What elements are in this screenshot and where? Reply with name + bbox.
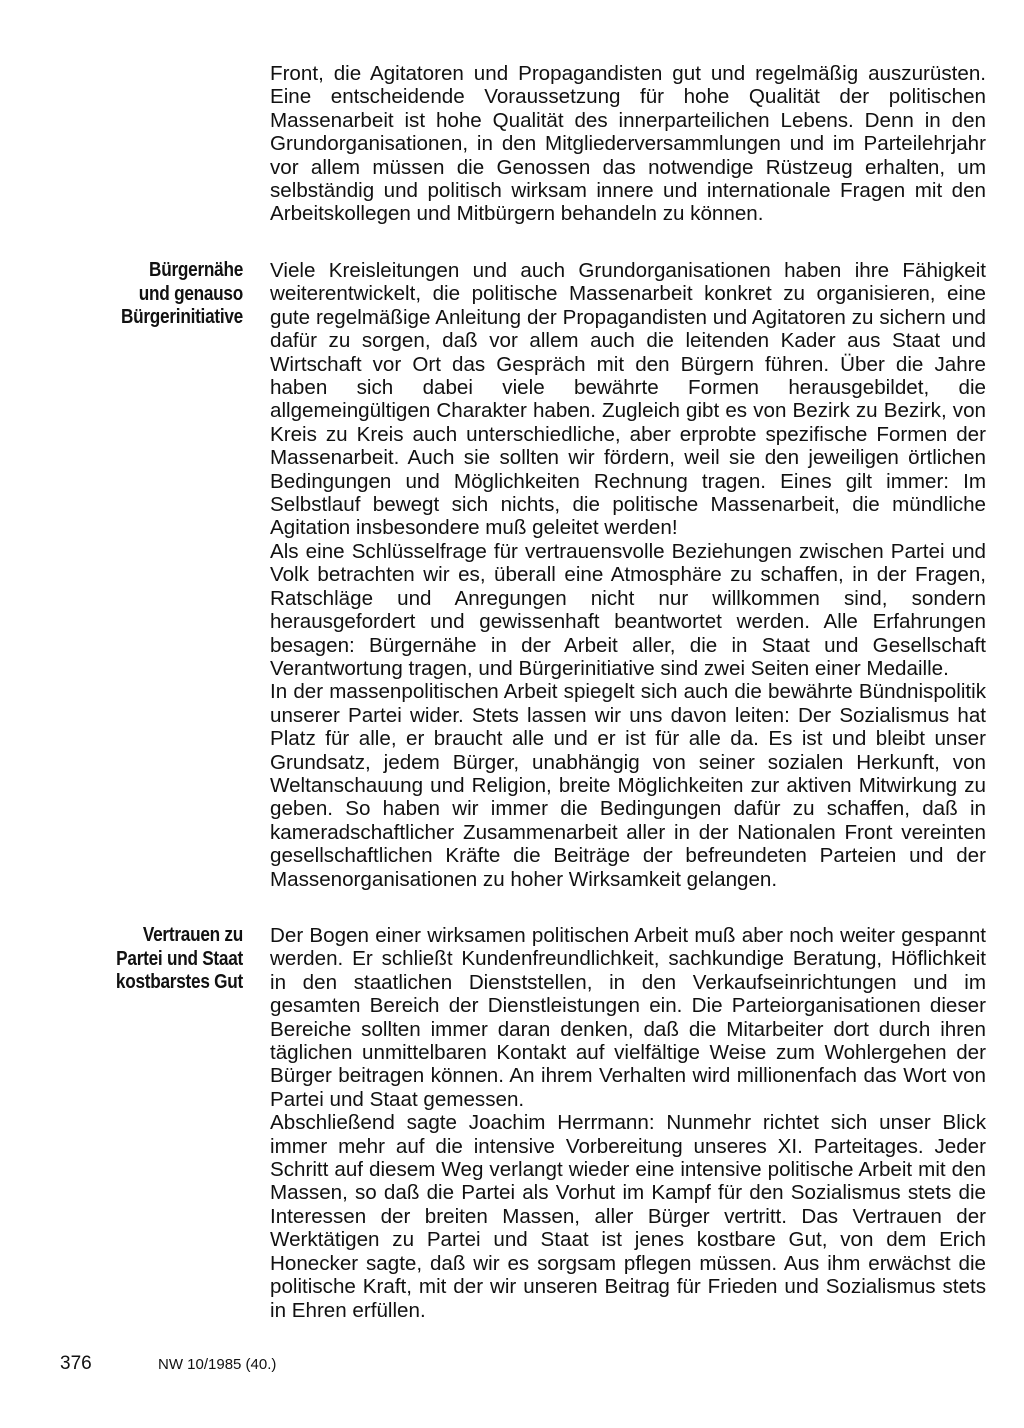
side-heading-line: Bürgernähe bbox=[149, 259, 243, 281]
side-heading-line: Vertrauen zu bbox=[142, 924, 243, 946]
paragraph: Front, die Agitatoren und Propagandisten gut und regelmäßig auszurüsten. Eine entscheidende Voraussetzung für hohe Qualität der politischen Massenarbeit ist hohe Qualität des innerparteilichen Lebens. Denn in den Grundorganisationen, in den Mitgliederversammlungen und im Parteilehrjahr vor allem müssen die Genossen das notwendige Rüstzeug erhalten, um selbständig und politisch wirksam innere und internationale Fragen mit den Arbeitskollegen und Mitbürgern behandeln zu können. bbox=[270, 62, 986, 226]
side-heading-vertrauen bbox=[71, 924, 243, 995]
article-block-1 bbox=[270, 62, 986, 226]
side-heading-line: Partei und Staat bbox=[116, 947, 243, 970]
paragraph: Viele Kreisleitungen und auch Grundorganisationen haben ihre Fähigkeit weiterentwickelt, die politische Massenarbeit konkret zu organisieren, eine gute regelmäßige Anleitung der Propagandisten und Agitatoren zu sichern und dafür zu sorgen, daß vor allem auch die leitenden Kader aus Staat und Wirtschaft vor Ort das Gespräch mit den Bürgern führen. Über die Jahre haben sich dabei viele bewährte Formen herausgebildet, die allgemeingültigen Charakter haben. Zugleich gibt es von Bezirk zu Bezirk, von Kreis zu Kreis auch unterschiedliche, aber erprobte spezifische Formen der Massenarbeit. Auch sie sollten wir fördern, weil sie den jeweiligen örtlichen Bedingungen und Möglichkeiten Rechnung tragen. Eines gilt immer: Im Selbstlauf bewegt sich nichts, die politische Massenarbeit, die mündliche Agitation insbesondere muß geleitet werden! bbox=[270, 259, 986, 540]
paragraph: Abschließend sagte Joachim Herrmann: Nunmehr richtet sich unser Blick immer mehr auf die intensive Vorbereitung unseres XI. Parteitages. Jeder Schritt auf diesem Weg verlangt wieder eine intensive politische Arbeit mit den Massen, so daß die Partei als Vorhut im Kampf für den Sozialismus stets die Interessen der breiten Massen, aller Bürger vertritt. Das Vertrauen der Werktätigen zu Partei und Staat ist jenes kostbare Gut, von dem Erich Honecker sagte, daß wir es sorgsam pflegen müssen. Aus ihm erwächst die politische Kraft, mit der wir unseren Beitrag für Frieden und Sozialismus stets in Ehren erfüllen. bbox=[270, 1111, 986, 1322]
side-heading-line: kostbarstes Gut bbox=[115, 971, 243, 993]
side-heading-buergernaehe bbox=[71, 259, 243, 330]
journal-reference: NW 10/1985 (40.) bbox=[158, 1356, 277, 1373]
article-block-2 bbox=[270, 259, 986, 891]
article-block-3 bbox=[270, 924, 986, 1322]
page-number: 376 bbox=[60, 1353, 92, 1374]
side-heading-line: und genauso bbox=[138, 282, 243, 305]
paragraph: In der massenpolitischen Arbeit spiegelt sich auch die bewährte Bündnispolitik unserer Partei wider. Stets lassen wir uns davon leiten: Der Sozialismus hat Platz für alle, er braucht alle und er ist für alle da. Es ist und bleibt unser Grundsatz, jedem Bürger, unabhängig von seiner sozialen Herkunft, von Weltanschauung und Religion, breite Möglichkeiten zur aktiven Mitwirkung zu geben. So haben wir immer die Bedingungen dafür zu schaffen, daß in kameradschaftlicher Zusammenarbeit aller in der Nationalen Front vereinten gesellschaftlichen Kräfte die Beiträge der befreundeten Parteien und der Massenorganisationen zu hoher Wirksamkeit gelangen. bbox=[270, 680, 986, 891]
paragraph: Als eine Schlüsselfrage für vertrauensvolle Beziehungen zwischen Partei und Volk betrachten wir es, überall eine Atmosphäre zu schaffen, in der Fragen, Ratschläge und Anregungen nicht nur willkommen sind, sondern herausgefordert und gewissenhaft beantwortet werden. Alle Erfahrungen besagen: Bürgernähe in der Arbeit aller, die in Staat und Gesellschaft Verantwortung tragen, und Bürgerinitiative sind zwei Seiten einer Medaille. bbox=[270, 539, 986, 680]
side-heading-line: Bürgerinitiative bbox=[120, 306, 243, 328]
paragraph: Der Bogen einer wirksamen politischen Arbeit muß aber noch weiter gespannt werden. Er schließt Kundenfreundlichkeit, sachkundige Beratung, Höflichkeit in den staatlichen Dienststellen, in den Verkaufseinrichtungen und im gesamten Bereich der Dienstleistungen ein. Die Parteiorganisationen dieser Bereiche sollten immer daran denken, daß die Mitarbeiter dort durch ihren täglichen unmittelbaren Kontakt auf vielfältige Weise zum Wohlergehen der Bürger beitragen können. An ihrem Verhalten wird millionenfach das Wort von Partei und Staat gemessen. bbox=[270, 924, 986, 1111]
